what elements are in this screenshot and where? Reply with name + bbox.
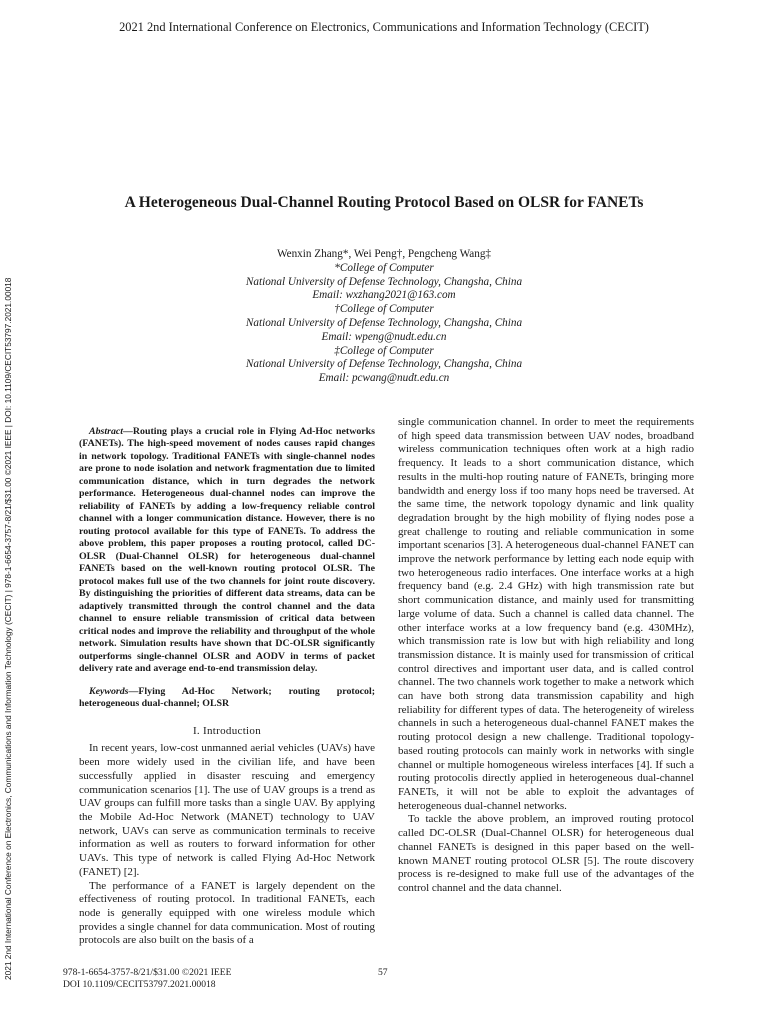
affiliation-3-email: Email: pcwang@nudt.edu.cn xyxy=(318,372,450,385)
abstract-label: Abstract— xyxy=(89,425,133,437)
page-number: 57 xyxy=(378,967,388,978)
affiliation-3-university: National University of Defense Technology, Changsha, China xyxy=(245,358,523,371)
affiliation-1-university: National University of Defense Technology, Changsha, China xyxy=(245,275,523,288)
doi-sidebar: 2021 2nd International Conference on Electronics, Communications and Information Technology (CECIT) | 978-1-6654-3757-8/21/$31.00 ©2021 IEEE | DOI: 10.1109/CECIT53797.2021.00018 xyxy=(3,277,13,980)
intro-paragraph-2: The performance of a FANET is largely dependent on the effectiveness of routing protocol. In traditional FANETs, each node is generally equipped with one wireless module which provides a single channel for data communication. Most of routing protocols are also built on the basis of a xyxy=(79,879,375,947)
section-heading-introduction: I. Introduction xyxy=(192,724,262,737)
paper-title: A Heterogeneous Dual-Channel Routing Protocol Based on OLSR for FANETs xyxy=(124,194,644,211)
left-column xyxy=(79,416,375,948)
right-column xyxy=(398,416,694,896)
affiliation-1-label: *College of Computer xyxy=(334,261,434,274)
abstract xyxy=(79,426,375,676)
author-names: Wenxin Zhang*, Wei Peng†, Pengcheng Wang‡ xyxy=(276,248,492,260)
affiliation-2-university: National University of Defense Technology, Changsha, China xyxy=(245,316,523,329)
right-paragraph-2: To tackle the above problem, an improved routing protocol called DC-OLSR (Dual-Channel OLSR) for heterogeneous dual channel FANETs is designed in this paper based on the well-known MANET routing protocol OLSR [5]. The route discovery process is re-designed to make full use of the advantages of the control channel and the data channel. xyxy=(398,813,694,894)
intro-paragraph-1: In recent years, low-cost unmanned aerial vehicles (UAVs) have been more widely used in the civilian life, and have been successfully applied in disaster rescuing and emergency communication scenarios [1]. The use of UAV groups is a trend as UAV groups can fulfill more tasks than a single UAV. By applying the Mobile Ad-Hoc Network (MANET) technology to UAV network, UAVs can serve as communication terminals to receive information as well as routers to forward information for other UAVs. This type of network is called Flying Ad-Hoc Network (FANET) [2]. xyxy=(79,742,375,878)
affiliation-3-label: ‡College of Computer xyxy=(334,344,434,357)
keywords-text: —Flying Ad-Hoc Network; routing protocol; heterogeneous dual-channel; OLSR xyxy=(79,685,375,710)
keywords xyxy=(79,686,375,711)
footer-copyright xyxy=(63,967,232,990)
right-paragraph-1: single communication channel. In order to meet the requirements of high speed data transmission between UAV nodes, broadband wireless communication techniques often work at a high radio frequency. It leads to a short communication distance, which results in the multi-hop routing nature of FANETs, bringing more bandwidth and energy loss if too many hops need be traversed. At the same time, the network topology dynamic and link quality degradation brought by the high mobility of flying nodes pose a great challenge to routing and reliable communication in some important scenarios [3]. A heterogeneous dual-channel FANET can improve the network performance by letting each node equip with two heterogeneous radio interfaces. One interface works at a high frequency band (e.g. 2.4 GHz) with high transmission rate but short communication distance, and mainly used for transmitting large volume of data. Such a channel is called data channel. The other interface works at a low frequency band (e.g. 430MHz), which transmission rate is low but with high reliability and long transmission distance. It is mainly used for transmission of critical control directives and important user data, and is called control channel. The two channels work together to make a network which can have both strong data transmission capability and high reliability for different types of data. The heterogeneity of wireless channels in such a heterogeneous dual-channel FANET makes the routing protocol design a new challenge. Traditional topology-based routing protocols can mainly work in networks with single channel or multiple homogeneous wireless interfaces [4]. If such a routing protocolis directly applied in heterogeneous dual-channel FANETs, it will not be able to exploit the advantages of heterogeneous dual-channel networks. xyxy=(398,416,694,812)
keywords-label: Keywords xyxy=(89,685,129,697)
affiliation-2-email: Email: wpeng@nudt.edu.cn xyxy=(321,330,447,343)
author-block xyxy=(0,248,768,386)
footer-isbn: 978-1-6654-3757-8/21/$31.00 ©2021 IEEE xyxy=(63,967,232,978)
abstract-text: Routing plays a crucial role in Flying Ad-Hoc networks (FANETs). The high-speed movement of nodes causes rapid changes in network topology. Traditional FANETs with single-channel nodes are prone to node isolation and network fragmentation due to limited communication distance, which in turn degrades the network performance. Heterogeneous dual-channel nodes can improve the reliability of FANETs by adding a low-frequency reliable control channel with a longer communication distance. However, there is no routing protocol available for this type of FANETs. To address the above problem, this paper proposes a routing protocol, called DC-OLSR (Dual-Channel OLSR) for heterogeneous dual-channel FANETs based on the well-known routing protocol OLSR. The protocol makes full use of the two channels for joint route discovery. By distinguishing the priorities of different data streams, data can be adaptively transmitted through the control channel and the data channel to ensure reliable transmission of critical data between critical nodes and improve the reliability and throughput of the whole network. Simulation results have shown that DC-OLSR significantly outperforms single-channel OLSR and AODV in terms of packet delivery rate and average end-to-end transmission delay. xyxy=(79,425,375,675)
footer-doi: DOI 10.1109/CECIT53797.2021.00018 xyxy=(63,978,216,990)
conference-header: 2021 2nd International Conference on Electronics, Communications and Information Technology (CECIT) xyxy=(119,20,649,34)
affiliation-2-label: †College of Computer xyxy=(334,303,434,316)
affiliation-1-email: Email: wxzhang2021@163.com xyxy=(312,289,456,302)
